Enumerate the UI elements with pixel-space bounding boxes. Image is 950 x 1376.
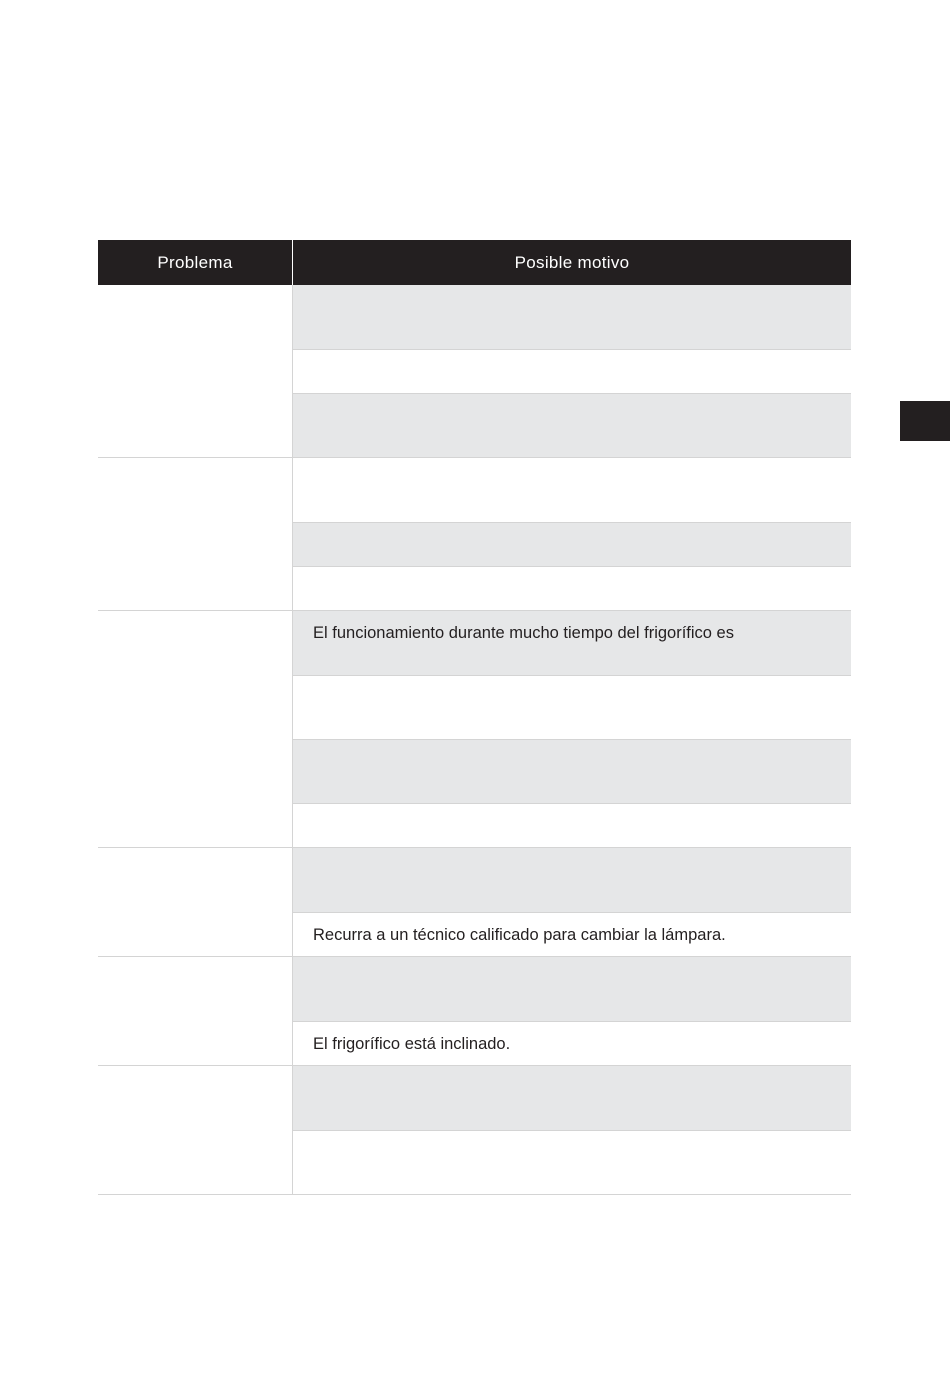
problem-cell	[98, 957, 293, 1065]
section-tab-marker	[900, 401, 950, 441]
reason-cell	[293, 675, 851, 739]
header-problem: Problema	[98, 240, 293, 285]
problem-cell	[98, 611, 293, 847]
reason-cell	[293, 848, 851, 912]
table-row-group	[98, 458, 851, 611]
header-reason: Posible motivo	[514, 252, 630, 272]
reason-cell: Recurra a un técnico calificado para cambiar la lámpara.	[293, 912, 851, 956]
reason-cell: El funcionamiento durante mucho tiempo del frigorífico es	[293, 611, 851, 675]
table-row-group	[98, 285, 851, 458]
table-row-group	[98, 957, 851, 1066]
reason-cell	[293, 566, 851, 610]
table-row-group	[98, 1066, 851, 1195]
reason-cell	[293, 458, 851, 522]
reason-cell	[293, 1066, 851, 1130]
problem-cell	[98, 285, 293, 457]
problem-cell	[98, 458, 293, 610]
reason-cell	[293, 1130, 851, 1194]
table-header	[98, 240, 851, 285]
table-row-group	[98, 611, 851, 848]
reason-cell	[293, 522, 851, 566]
problem-cell	[98, 1066, 293, 1194]
reason-cell	[293, 349, 851, 393]
reason-cell	[293, 285, 851, 349]
reason-cell: El frigorífico está inclinado.	[293, 1021, 851, 1065]
problem-cell	[98, 848, 293, 956]
reason-cell	[293, 957, 851, 1021]
reason-cell	[293, 803, 851, 847]
table-row-group	[98, 848, 851, 957]
reason-cell	[293, 393, 851, 457]
reason-cell	[293, 739, 851, 803]
troubleshooting-table	[98, 240, 851, 1195]
